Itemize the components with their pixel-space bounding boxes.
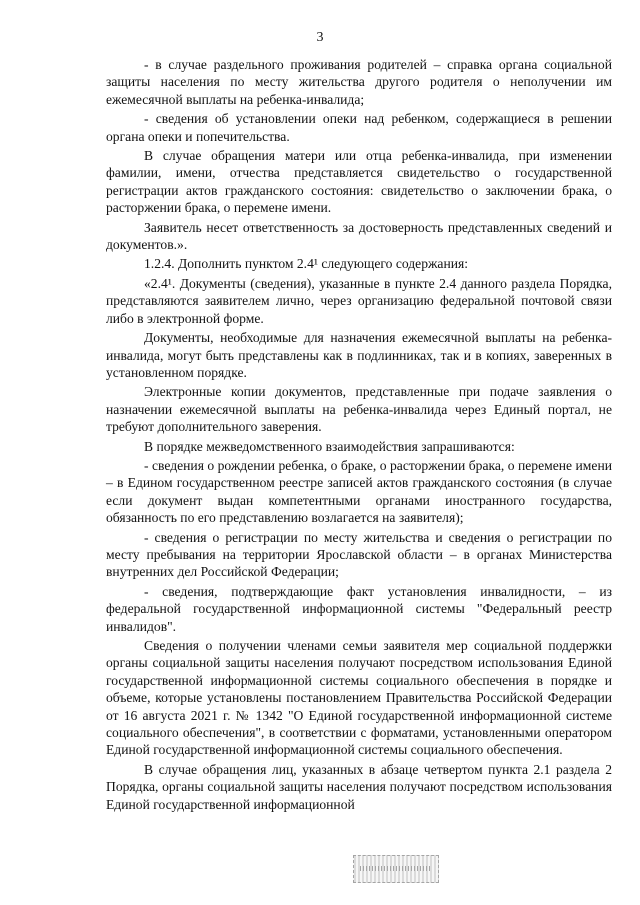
paragraph: - сведения о регистрации по месту жительства и сведения о регистрации по месту пребывания на территории Ярославской области – в органах Министерства внутренних дел Российской Федерации;: [106, 529, 612, 580]
paragraph: В случае обращения матери или отца ребенка-инвалида, при изменении фамилии, имени, отчества представляется свидетельство о государственной регистрации актов гражданского состояния: свидетельство о заключении брака, о расторжении брака, о перемене имени.: [106, 148, 612, 216]
paragraph: - сведения об установлении опеки над ребенком, содержащиеся в решении органа опеки и попечительства.: [106, 111, 612, 144]
page-number: 3: [316, 30, 324, 45]
barcode-stamp: [353, 855, 439, 883]
paragraph: «2.4¹. Документы (сведения), указанные в пункте 2.4 данного раздела Порядка, представляются заявителем лично, через организацию федеральной почтовой связи либо в электронной форме.: [106, 275, 612, 326]
document-body: [106, 56, 612, 815]
paragraph: Заявитель несет ответственность за достоверность представленных сведений и документов.».: [106, 219, 612, 253]
paragraph: - сведения о рождении ребенка, о браке, о расторжении брака, о перемене имени – в Едином государственном реестре записей актов гражданского состояния (в случае если документ выдан компетентными органами иностранного государства, обязанность по его представлению возлагается на заявителя);: [106, 457, 612, 526]
paragraph: - сведения, подтверждающие факт установления инвалидности, – из федеральной государственной информационной системы "Федеральный реестр инвалидов".: [106, 583, 612, 634]
paragraph: В случае обращения лиц, указанных в абзаце четвертом пункта 2.1 раздела 2 Порядка, органы социальной защиты населения получают посредством использования Единой государственной информационной: [106, 761, 612, 812]
paragraph: Сведения о получении членами семьи заявителя мер социальной поддержки органы социальной защиты населения получают посредством использования Единой государственной информационной системы социального обеспечения в порядке и объеме, которые установлены постановлением Правительства Российской Федерации от 16 августа 2021 г. № 1342 "О Единой государственной информационной системе социального обеспечения", в соответствии с форматами, установленными оператором Единой государственной информационной системы социального обеспечения.: [106, 638, 612, 758]
paragraph: Электронные копии документов, представленные при подаче заявления о назначении ежемесячной выплаты на ребенка-инвалида через Единый портал, не требуют дополнительного заверения.: [106, 384, 612, 435]
paragraph: В порядке межведомственного взаимодействия запрашиваются:: [144, 438, 515, 454]
paragraph: - в случае раздельного проживания родителей – справка органа социальной защиты населения по месту жительства другого родителя о неполучении им ежемесячной выплаты на ребенка-инвалида;: [106, 57, 612, 107]
paragraph: Документы, необходимые для назначения ежемесячной выплаты на ребенка-инвалида, могут быть представлены как в подлинниках, так и в копиях, заверенных в установленном порядке.: [106, 330, 612, 380]
paragraph: 1.2.4. Дополнить пунктом 2.4¹ следующего содержания:: [144, 256, 469, 272]
